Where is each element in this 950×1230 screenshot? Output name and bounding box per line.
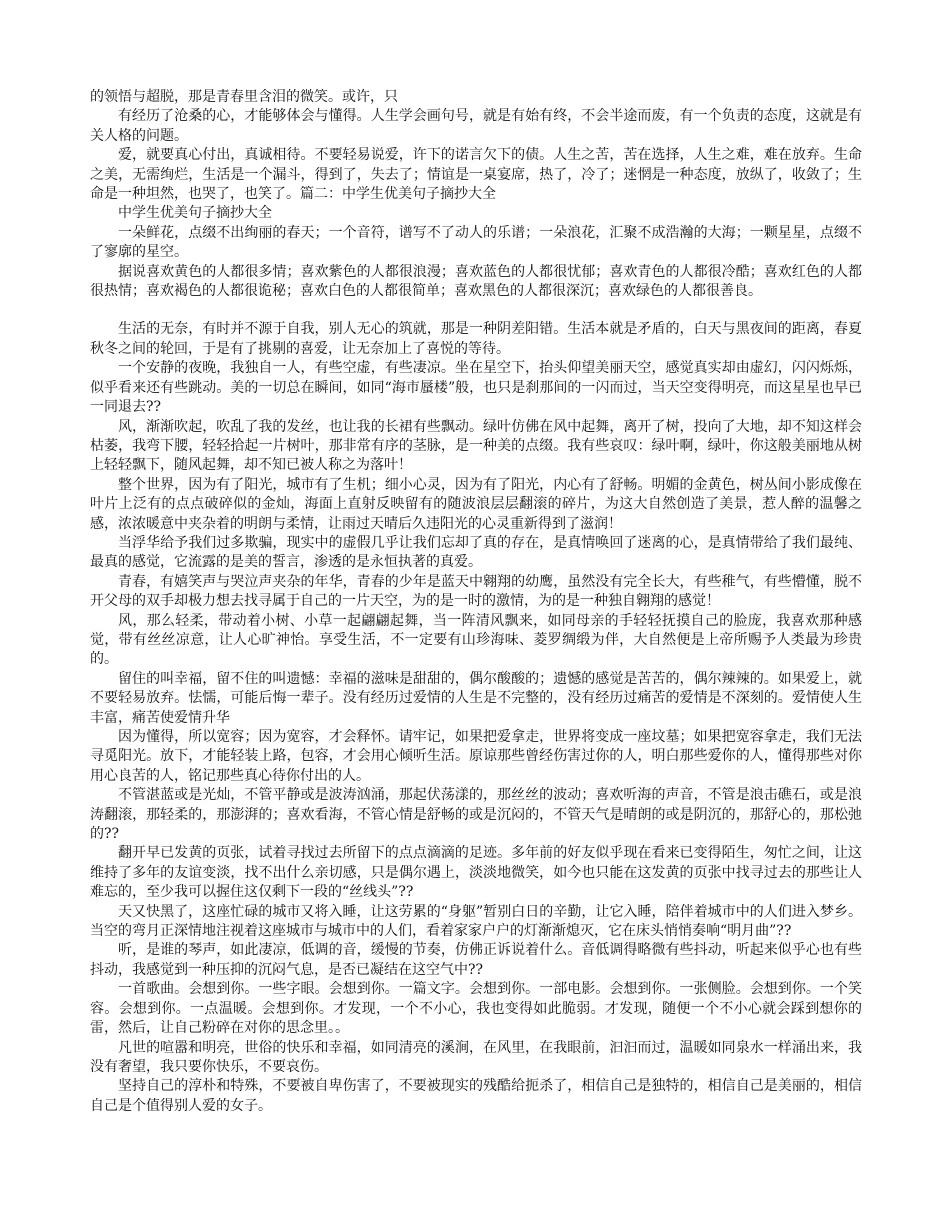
paragraph: 据说喜欢黄色的人都很多情；喜欢紫色的人都很浪漫；喜欢蓝色的人都很忧郁；喜欢青色的人都很冷酷；喜欢红色的人都很热情；喜欢褐色的人都很诡秘；喜欢白色的人都很简单；喜欢黑色的人都很深沉；喜欢绿色的人都很善良。	[90, 263, 862, 300]
paragraph: 留住的叫幸福，留不住的叫遗憾：幸福的滋味是甜甜的，偶尔酸酸的；遗憾的感觉是苦苦的，偶尔辣辣的。如果爱上，就不要轻易放弃。怯懦，可能后悔一辈子。没有经历过爱情的人生是不完整的，没有经历过痛苦的爱情是不深刻的。爱情使人生丰富，痛苦使爱情升华	[90, 670, 862, 726]
paragraph: 的领悟与超脱，那是青春里含泪的微笑。或许，只	[90, 89, 398, 105]
paragraph: 天又快黑了，这座忙碌的城市又将入睡，让这劳累的“身躯”暂别白日的辛勤，让它入睡，陪伴着城市中的人们进入梦乡。当空的弯月正深情地注视着这座城市与城市中的人们，看着家家户户的灯渐渐熄灭，它在床头悄悄奏响“明月曲”??	[90, 903, 862, 940]
paragraph: 青春，有嬉笑声与哭泣声夹杂的年华，青春的少年是蓝天中翱翔的幼鹰，虽然没有完全长大，有些稚气，有些懵懂，脱不开父母的双手却极力想去找寻属于自己的一片天空，为的是一时的激情，为的是一种独自翱翔的感觉！	[90, 573, 862, 610]
paragraph: 当浮华给予我们过多欺骗，现实中的虚假几乎让我们忘却了真的存在，是真情唤回了迷离的心，是真情带给了我们最纯、最真的感觉，它流露的是美的誓言，渗透的是永恒执著的真爱。	[90, 534, 862, 571]
paragraph: 坚持自己的淳朴和特殊，不要被自卑伤害了，不要被现实的残酷给扼杀了，相信自己是独特的，相信自己是美丽的，相信自己是个值得别人爱的女子。	[90, 1078, 862, 1114]
paragraph: 一个安静的夜晚，我独自一人，有些空虚，有些凄凉。坐在星空下，抬头仰望美丽天空，感觉真实却由虚幻，闪闪烁烁，似乎看来还有些跳动。美的一切总在瞬间，如同“海市蜃楼”般，也只是刹那间的一闪而过，当天空变得明亮，而这星星也早已一同退去??	[90, 360, 862, 416]
paragraph: 一朵鲜花，点缀不出绚丽的春天；一个音符，谱写不了动人的乐谱；一朵浪花，汇聚不成浩瀚的大海；一颗星星，点缀不了寥廓的星空。	[90, 224, 862, 261]
paragraph: 风，那么轻柔，带动着小树、小草一起翩翩起舞，当一阵清风飘来，如同母亲的手轻轻抚摸自己的脸庞，我喜欢那种感觉，带有丝丝凉意，让人心旷神怡。享受生活，不一定要有山珍海味、菱罗绸缎为伴，大自然便是上帝所赐予人类最为珍贵的。	[90, 612, 862, 668]
paragraph: 爱，就要真心付出，真诚相待。不要轻易说爱，许下的诺言欠下的债。人生之苦，苦在选择，人生之难，难在放弃。生命之美，无需绚烂，生活是一个漏斗，得到了，失去了；情谊是一桌宴席，热了，冷了；迷惘是一种态度，放纵了，收敛了；生命是一种坦然，也哭了，也笑了。篇二：中学生优美句子摘抄大全	[90, 147, 862, 203]
paragraph: 凡世的喧嚣和明亮，世俗的快乐和幸福，如同清亮的溪涧，在风里，在我眼前，汩汩而过，温暖如同泉水一样涌出来，我没有奢望，我只要你快乐，不要哀伤。	[90, 1039, 862, 1075]
document-body	[90, 88, 862, 1116]
paragraph: 听，是谁的琴声，如此凄凉，低调的音，缓慢的节奏，仿佛正诉说着什么。音低调得略微有些抖动，听起来似乎心也有些抖动，我感觉到一种压抑的沉闷气息，是否已凝结在这空气中??	[90, 942, 862, 978]
paragraph: 整个世界，因为有了阳光，城市有了生机；细小心灵，因为有了阳光，内心有了舒畅。明媚的金黄色，树丛间小影成像在叶片上泛有的点点破碎似的金灿，海面上直射反映留有的随波浪层层翻滚的碎片，为这大自然创造了美景，惹人醉的温馨之感，浓浓暖意中夹杂着的明朗与柔情，让雨过天晴后久违阳光的心灵重新得到了滋润！	[90, 476, 862, 532]
paragraph: 风，渐渐吹起，吹乱了我的发丝，也让我的长裙有些飘动。绿叶仿佛在风中起舞，离开了树，投向了大地，却不知这样会枯萎，我弯下腰，轻轻拾起一片树叶，那非常有序的茎脉，是一种美的点缀。我有些哀叹：绿叶啊，绿叶，你这般美丽地从树上轻轻飘下，随风起舞，却不知已被人称之为落叶！	[90, 418, 862, 474]
paragraph: 生活的无奈，有时并不源于自我，别人无心的筑就，那是一种阴差阳错。生活本就是矛盾的，白天与黑夜间的距离，春夏秋冬之间的轮回，于是有了挑剔的喜爱，让无奈加上了喜悦的等待。	[90, 321, 862, 357]
paragraph: 一首歌曲。会想到你。一些字眼。会想到你。一篇文字。会想到你。一部电影。会想到你。一张侧脸。会想到你。一个笑容。会想到你。一点温暖。会想到你。才发现，一个不小心，我也变得如此脆弱。才发现，随便一个不小心就会踩到想你的雷，然后，让自己粉碎在对你的思念里。。	[90, 981, 862, 1037]
section-heading: 中学生优美句子摘抄大全	[118, 205, 272, 222]
paragraph: 有经历了沧桑的心，才能够体会与懂得。人生学会画句号，就是有始有终，不会半途而废，有一个负责的态度，这就是有关人格的问题。	[90, 108, 862, 144]
paragraph: 不管湛蓝或是光灿，不管平静或是波涛汹涌，那起伏荡漾的，那丝丝的波动；喜欢听海的声音，不管是浪击礁石，或是浪涛翻滚，那轻柔的，那澎湃的；喜欢看海，不管心情是舒畅的或是沉闷的，不管天气是晴朗的或是阴沉的，那舒心的，那松弛的??	[90, 787, 862, 843]
paragraph: 因为懂得，所以宽容；因为宽容，才会释怀。请牢记，如果把爱拿走，世界将变成一座坟墓；如果把宽容拿走，我们无法寻觅阳光。放下，才能轻装上路，包容，才会用心倾听生活。原谅那些曾经伤害过你的人，明白那些爱你的人，懂得那些对你用心良苦的人，铭记那些真心待你付出的人。	[90, 729, 862, 784]
paragraph: 翻开早已发黄的页张，试着寻找过去所留下的点点滴滴的足迹。多年前的好友似乎现在看来已变得陌生，匆忙之间，让这维持了多年的友谊变淡，找不出什么亲切感，只是偶尔遇上，淡淡地微笑，如今也只能在这发黄的页张中找寻过去的那些让人难忘的，至少我可以握住这仅剩下一段的“丝线头”??	[90, 845, 862, 901]
